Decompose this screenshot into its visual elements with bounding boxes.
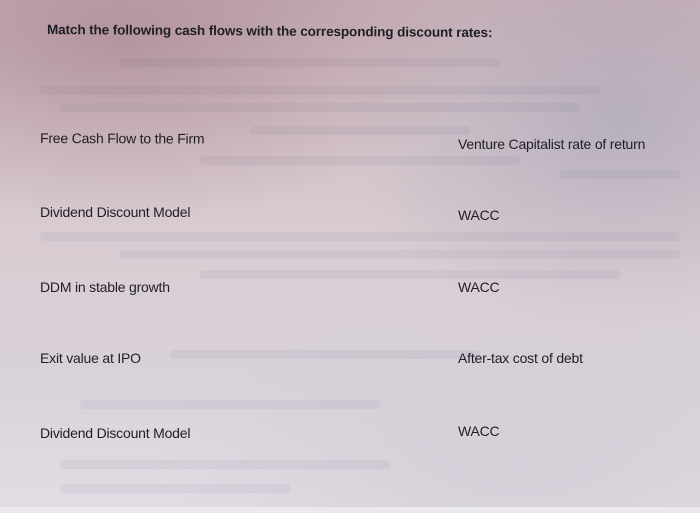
cash-flow-label-5: Dividend Discount Model	[40, 425, 191, 441]
cash-flow-label-2: Dividend Discount Model	[40, 204, 191, 220]
discount-rate-label-3: WACC	[458, 279, 500, 295]
cash-flow-label-4: Exit value at IPO	[40, 350, 141, 366]
discount-rate-label-4: After-tax cost of debt	[458, 350, 583, 366]
discount-rate-label-2: WACC	[458, 207, 500, 223]
cash-flow-label-1: Free Cash Flow to the Firm	[39, 130, 205, 147]
discount-rate-label-1: Venture Capitalist rate of return	[458, 136, 646, 152]
paper-edge	[0, 507, 700, 513]
question-prompt: Match the following cash flows with the corresponding discount rates:	[46, 22, 493, 41]
discount-rate-label-5: WACC	[458, 423, 500, 439]
cash-flow-label-3: DDM in stable growth	[40, 279, 170, 295]
